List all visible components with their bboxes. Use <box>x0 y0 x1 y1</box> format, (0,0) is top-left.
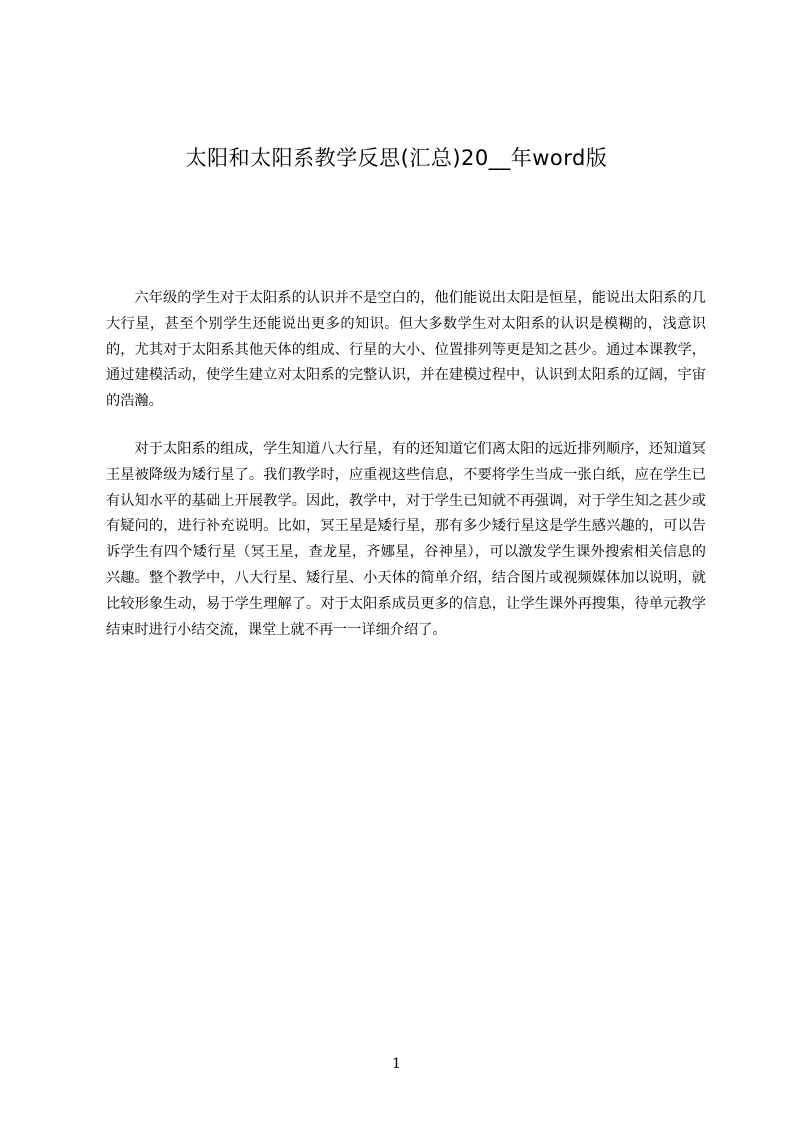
page-number: 1 <box>392 1056 401 1072</box>
document-body <box>106 286 706 665</box>
paragraph-1: 六年级的学生对于太阳系的认识并不是空白的，他们能说出太阳是恒星，能说出太阳系的几大行星，甚至个别学生还能说出更多的知识。但大多数学生对太阳系的认识是模糊的，浅意识的，尤其对于太阳系其他天体的组成、行星的大小、位置排列等更是知之甚少。通过本课教学，通过建模活动，使学生建立对太阳系的完整认识，并在建模过程中，认识到太阳系的辽阔，宇宙的浩瀚。 <box>106 290 706 410</box>
paragraph-2: 对于太阳系的组成，学生知道八大行星，有的还知道它们离太阳的远近排列顺序，还知道冥王星被降级为矮行星了。我们教学时，应重视这些信息，不要将学生当成一张白纸，应在学生已有认知水平的基础上开展教学。因此，教学中，对于学生已知就不再强调，对于学生知之甚少或有疑问的，进行补充说明。比如，冥王星是矮行星，那有多少矮行星这是学生感兴趣的，可以告诉学生有四个矮行星（冥王星，查龙星，齐娜星，谷神星），可以激发学生课外搜索相关信息的兴趣。整个教学中，八大行星、矮行星、小天体的简单介绍，结合图片或视频媒体加以说明，就比较形象生动，易于学生理解了。对于太阳系成员更多的信息，让学生课外再搜集，待单元教学结束时进行小结交流，课堂上就不再一一详细介绍了。 <box>106 440 706 638</box>
document-title: 太阳和太阳系教学反思(汇总)20__年word版 <box>185 146 608 170</box>
